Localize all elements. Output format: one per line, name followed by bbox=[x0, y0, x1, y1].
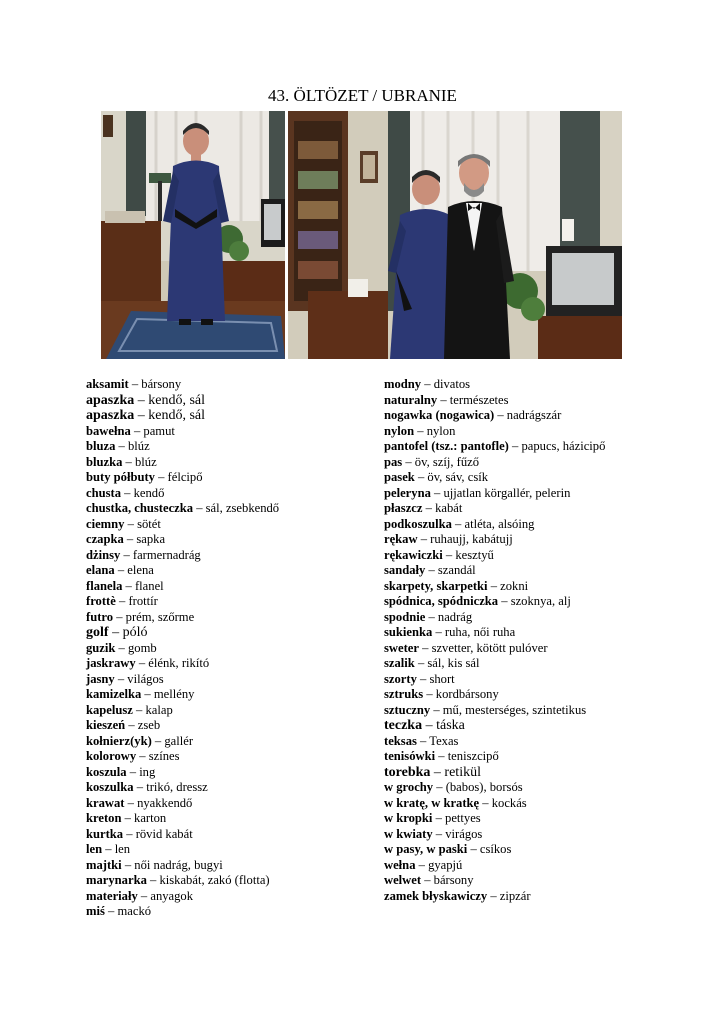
dash-separator: – bbox=[425, 609, 438, 624]
polish-term: ciemny bbox=[86, 516, 125, 531]
dash-separator: – bbox=[430, 764, 445, 780]
vocabulary-entry bbox=[384, 563, 684, 579]
vocabulary-entry bbox=[86, 796, 366, 812]
vocabulary-entry bbox=[86, 486, 366, 502]
hungarian-translation: (babos), borsós bbox=[445, 780, 523, 794]
dash-separator: – bbox=[136, 749, 149, 763]
polish-term: bluza bbox=[86, 439, 116, 453]
vocabulary-entry bbox=[86, 470, 366, 486]
dash-separator: – bbox=[421, 377, 434, 391]
hungarian-translation: sál, zsebkendő bbox=[205, 501, 280, 515]
dash-separator: – bbox=[417, 532, 431, 546]
vocabulary-entry bbox=[384, 842, 684, 858]
hungarian-translation: short bbox=[429, 671, 455, 686]
dash-separator: – bbox=[126, 764, 140, 779]
dash-separator: – bbox=[432, 826, 446, 841]
dash-separator: – bbox=[418, 640, 432, 655]
polish-term: teczka bbox=[384, 718, 423, 733]
polish-term: elana bbox=[86, 563, 115, 577]
vocabulary-entry bbox=[384, 424, 684, 440]
polish-term: futro bbox=[86, 609, 114, 624]
polish-term: pantofel (tsz.: pantofle) bbox=[384, 439, 509, 453]
hungarian-translation: gyapjú bbox=[428, 857, 463, 872]
hungarian-translation: prém, szőrme bbox=[125, 609, 195, 624]
polish-term: kamizelka bbox=[86, 687, 142, 701]
polish-term: koszulka bbox=[86, 780, 134, 794]
hungarian-translation: papucs, házicipő bbox=[521, 439, 606, 453]
polish-term: wełna bbox=[384, 857, 416, 872]
vocabulary-entry bbox=[86, 439, 366, 455]
vocabulary-entry bbox=[384, 532, 684, 548]
dash-separator: – bbox=[416, 733, 430, 748]
polish-term: sztruks bbox=[384, 687, 424, 701]
polish-term: czapka bbox=[86, 532, 124, 546]
vocabulary-entry bbox=[86, 811, 366, 827]
hungarian-translation: ing bbox=[139, 764, 156, 779]
vocabulary-entry bbox=[86, 904, 366, 920]
hungarian-translation: pettyes bbox=[445, 811, 481, 825]
vocabulary-entry bbox=[384, 470, 684, 486]
polish-term: w kropki bbox=[384, 811, 433, 825]
dash-separator: – bbox=[154, 470, 168, 484]
polish-term: podkoszulka bbox=[384, 516, 452, 531]
hungarian-translation: nadrágszár bbox=[506, 408, 562, 422]
dash-separator: – bbox=[125, 718, 138, 732]
hungarian-translation: zipzár bbox=[499, 888, 531, 903]
hungarian-translation: gomb bbox=[128, 640, 157, 655]
hungarian-translation: nylon bbox=[426, 423, 456, 438]
polish-term: materiały bbox=[86, 888, 138, 903]
dash-separator: – bbox=[467, 842, 480, 856]
polish-term: peleryna bbox=[384, 485, 431, 500]
hungarian-translation: teniszcipő bbox=[447, 749, 499, 763]
dash-separator: – bbox=[414, 656, 428, 670]
hungarian-translation: kordbársony bbox=[435, 687, 499, 701]
dash-separator: – bbox=[137, 888, 151, 903]
vocabulary-entry bbox=[86, 563, 366, 579]
polish-term: kołnierz(yk) bbox=[86, 733, 152, 748]
vocabulary-entry bbox=[384, 641, 684, 657]
hungarian-translation: len bbox=[114, 842, 131, 856]
dash-separator: – bbox=[193, 501, 206, 515]
hungarian-translation: farmernadrág bbox=[132, 547, 201, 562]
dash-separator: – bbox=[134, 392, 149, 408]
polish-term: w kwiaty bbox=[384, 826, 433, 841]
photo-woman-in-dress bbox=[101, 111, 285, 359]
dash-separator: – bbox=[133, 780, 147, 794]
vocabulary-entry bbox=[86, 579, 366, 595]
vocabulary-entry bbox=[384, 718, 684, 734]
dash-separator: – bbox=[414, 470, 428, 484]
hungarian-translation: gallér bbox=[164, 733, 194, 748]
hungarian-translation: csíkos bbox=[479, 842, 512, 856]
polish-term: pas bbox=[384, 454, 403, 469]
polish-term: majtki bbox=[86, 857, 122, 872]
hungarian-translation: atléta, alsóing bbox=[464, 516, 535, 531]
dash-separator: – bbox=[123, 532, 137, 546]
hungarian-translation: flanel bbox=[134, 578, 164, 593]
dash-separator: – bbox=[113, 609, 126, 624]
polish-term: płaszcz bbox=[384, 501, 423, 515]
vocabulary-entry bbox=[86, 532, 366, 548]
vocabulary-entry bbox=[86, 408, 366, 424]
hungarian-translation: kalap bbox=[145, 702, 173, 717]
hungarian-translation: póló bbox=[122, 625, 148, 640]
polish-term: w kratę, w kratkę bbox=[384, 795, 480, 810]
dash-separator: – bbox=[432, 811, 446, 825]
dash-separator: – bbox=[135, 656, 149, 670]
vocabulary-entry bbox=[384, 517, 684, 533]
dash-separator: – bbox=[451, 516, 465, 531]
polish-term: dżinsy bbox=[86, 547, 121, 562]
photo-couple-formal bbox=[288, 111, 622, 359]
vocabulary-entry bbox=[86, 548, 366, 564]
dash-separator: – bbox=[124, 516, 138, 531]
dash-separator: – bbox=[425, 563, 438, 577]
hungarian-translation: szoknya, alj bbox=[510, 594, 571, 608]
dash-separator: – bbox=[430, 702, 443, 717]
dash-separator: – bbox=[134, 408, 149, 423]
vocabulary-entry bbox=[384, 873, 684, 889]
dash-separator: – bbox=[132, 702, 146, 717]
polish-term: kreton bbox=[86, 811, 122, 825]
vocabulary-column-right bbox=[384, 377, 684, 904]
dash-separator: – bbox=[151, 733, 165, 748]
polish-term: guzik bbox=[86, 640, 116, 655]
hungarian-translation: bársony bbox=[141, 377, 182, 391]
polish-term: sweter bbox=[384, 640, 419, 655]
polish-term: chustka, chusteczka bbox=[86, 501, 194, 515]
hungarian-translation: világos bbox=[127, 671, 164, 686]
hungarian-translation: élénk, rikító bbox=[148, 656, 210, 670]
polish-term: pasek bbox=[384, 470, 415, 484]
dash-separator: – bbox=[508, 439, 522, 453]
dash-separator: – bbox=[487, 888, 500, 903]
vocabulary-entry bbox=[86, 656, 366, 672]
hungarian-translation: blúz bbox=[135, 454, 157, 469]
dash-separator: – bbox=[479, 795, 492, 810]
polish-term: apaszka bbox=[86, 408, 135, 423]
polish-term: welwet bbox=[384, 873, 422, 887]
hungarian-translation: anyagok bbox=[150, 888, 194, 903]
vocabulary-entry bbox=[86, 780, 366, 796]
polish-term: len bbox=[86, 842, 103, 856]
hungarian-translation: öv, sáv, csík bbox=[427, 470, 489, 484]
vocabulary-entry bbox=[384, 687, 684, 703]
polish-term: rękaw bbox=[384, 532, 418, 546]
polish-term: krawat bbox=[86, 795, 125, 810]
dash-separator: – bbox=[422, 501, 436, 515]
vocabulary-entry bbox=[384, 439, 684, 455]
polish-term: w grochy bbox=[384, 780, 434, 794]
vocabulary-entry bbox=[86, 827, 366, 843]
vocabulary-entry bbox=[384, 579, 684, 595]
dash-separator: – bbox=[130, 423, 144, 438]
dash-separator: – bbox=[114, 671, 128, 686]
vocabulary-entry bbox=[86, 393, 366, 409]
page-title: 43. ÖLTÖZET / UBRANIE bbox=[268, 86, 457, 105]
polish-term: sandały bbox=[384, 563, 426, 577]
dash-separator: – bbox=[437, 392, 450, 407]
hungarian-translation: rövid kabát bbox=[135, 826, 193, 841]
hungarian-translation: női nadrág, bugyi bbox=[134, 857, 223, 872]
dash-separator: – bbox=[430, 485, 444, 500]
hungarian-translation: ruhaujj, kabátujj bbox=[430, 532, 513, 546]
hungarian-translation: kendő bbox=[133, 485, 165, 500]
hungarian-translation: táska bbox=[436, 718, 465, 733]
dash-separator: – bbox=[121, 857, 135, 872]
polish-term: zamek błyskawiczy bbox=[384, 888, 488, 903]
vocabulary-entry bbox=[86, 625, 366, 641]
vocabulary-entry bbox=[384, 858, 684, 874]
vocabulary-entry bbox=[384, 501, 684, 517]
vocabulary-entry bbox=[384, 796, 684, 812]
vocabulary-entry bbox=[384, 811, 684, 827]
dash-separator: – bbox=[124, 795, 138, 810]
polish-term: miś bbox=[86, 904, 105, 918]
vocabulary-entry bbox=[86, 842, 366, 858]
vocabulary-entry bbox=[384, 703, 684, 719]
polish-term: kurtka bbox=[86, 826, 124, 841]
vocabulary-entry bbox=[384, 377, 684, 393]
vocabulary-entry bbox=[86, 672, 366, 688]
vocabulary-entry bbox=[86, 501, 366, 517]
dash-separator: – bbox=[421, 873, 434, 887]
polish-term: teksas bbox=[384, 733, 417, 748]
polish-term: jaskrawy bbox=[86, 656, 136, 670]
polish-term: jasny bbox=[86, 671, 115, 686]
vocabulary-entry bbox=[384, 765, 684, 781]
dash-separator: – bbox=[433, 780, 446, 794]
dash-separator: – bbox=[146, 873, 160, 887]
vocabulary-entry bbox=[384, 889, 684, 905]
dash-separator: – bbox=[422, 718, 437, 733]
polish-term: rękawiczki bbox=[384, 547, 443, 562]
hungarian-translation: kockás bbox=[491, 795, 527, 810]
hungarian-translation: retikül bbox=[444, 764, 481, 780]
dash-separator: – bbox=[402, 454, 415, 469]
polish-term: w pasy, w paski bbox=[384, 842, 468, 856]
hungarian-translation: virágos bbox=[445, 826, 483, 841]
vocabulary-entry bbox=[384, 780, 684, 796]
hungarian-translation: öv, szíj, fűző bbox=[414, 454, 480, 469]
vocabulary-entry bbox=[384, 625, 684, 641]
dash-separator: – bbox=[115, 594, 129, 608]
hungarian-translation: szvetter, kötött pulóver bbox=[431, 640, 548, 655]
vocabulary-entry bbox=[86, 610, 366, 626]
hungarian-translation: sál, kis sál bbox=[427, 656, 480, 670]
dash-separator: – bbox=[108, 625, 123, 640]
dash-separator: – bbox=[423, 687, 436, 701]
hungarian-translation: karton bbox=[134, 811, 167, 825]
vocabulary-entry bbox=[384, 486, 684, 502]
vocabulary-entry bbox=[384, 656, 684, 672]
vocabulary-entry bbox=[384, 749, 684, 765]
polish-term: sztuczny bbox=[384, 702, 431, 717]
vocabulary-entry bbox=[86, 749, 366, 765]
vocabulary-entry bbox=[384, 672, 684, 688]
dash-separator: – bbox=[141, 687, 154, 701]
vocabulary-entry bbox=[384, 393, 684, 409]
polish-term: kieszeń bbox=[86, 718, 126, 732]
hungarian-translation: kiskabát, zakó (flotta) bbox=[159, 873, 270, 887]
polish-term: tenisówki bbox=[384, 749, 436, 763]
dash-separator: – bbox=[415, 857, 429, 872]
hungarian-translation: mackó bbox=[117, 904, 152, 918]
dash-separator: – bbox=[114, 563, 128, 577]
dash-separator: – bbox=[104, 904, 118, 918]
hungarian-translation: színes bbox=[148, 749, 180, 763]
hungarian-translation: ujjatlan körgallér, pelerin bbox=[443, 485, 571, 500]
polish-term: golf bbox=[86, 625, 109, 640]
polish-term: marynarka bbox=[86, 873, 147, 887]
vocabulary-entry bbox=[384, 548, 684, 564]
polish-term: buty półbuty bbox=[86, 470, 155, 484]
polish-term: bawełna bbox=[86, 423, 131, 438]
vocabulary-entry bbox=[86, 718, 366, 734]
polish-term: kapelusz bbox=[86, 702, 133, 717]
dash-separator: – bbox=[435, 749, 448, 763]
polish-term: flanela bbox=[86, 578, 123, 593]
vocabulary-entry bbox=[86, 594, 366, 610]
vocabulary-entry bbox=[384, 455, 684, 471]
dash-separator: – bbox=[115, 640, 128, 655]
vocabulary-entry bbox=[86, 641, 366, 657]
hungarian-translation: bársony bbox=[433, 873, 474, 887]
hungarian-translation: félcipő bbox=[167, 470, 203, 484]
polish-term: modny bbox=[384, 377, 422, 391]
hungarian-translation: sapka bbox=[136, 532, 166, 546]
polish-term: koszula bbox=[86, 764, 127, 779]
hungarian-translation: nadrág bbox=[437, 609, 473, 624]
hungarian-translation: kabát bbox=[435, 501, 463, 515]
dash-separator: – bbox=[432, 625, 445, 639]
hungarian-translation: frottír bbox=[128, 594, 158, 608]
hungarian-translation: mű, mesterséges, szintetikus bbox=[442, 702, 587, 717]
hungarian-translation: mellény bbox=[153, 687, 195, 701]
polish-term: frottè bbox=[86, 594, 116, 608]
polish-term: nylon bbox=[384, 423, 415, 438]
dash-separator: – bbox=[123, 826, 136, 841]
polish-term: naturalny bbox=[384, 392, 438, 407]
vocabulary-column-left bbox=[86, 377, 366, 920]
dash-separator: – bbox=[494, 408, 507, 422]
polish-term: spódnica, spódniczka bbox=[384, 594, 499, 608]
vocabulary-entry bbox=[86, 517, 366, 533]
vocabulary-entry bbox=[384, 408, 684, 424]
dash-separator: – bbox=[121, 811, 135, 825]
vocabulary-entry bbox=[384, 734, 684, 750]
vocabulary-entry bbox=[86, 424, 366, 440]
dash-separator: – bbox=[120, 547, 133, 562]
hungarian-translation: zseb bbox=[137, 718, 161, 732]
hungarian-translation: kendő, sál bbox=[148, 392, 205, 408]
hungarian-translation: sötét bbox=[137, 516, 161, 531]
polish-term: skarpety, skarpetki bbox=[384, 578, 488, 593]
vocabulary-entry bbox=[384, 594, 684, 610]
polish-term: szorty bbox=[384, 671, 417, 686]
vocabulary-entry bbox=[384, 827, 684, 843]
polish-term: aksamit bbox=[86, 377, 129, 391]
dash-separator: – bbox=[115, 439, 128, 453]
vocabulary-entry bbox=[86, 889, 366, 905]
hungarian-translation: elena bbox=[127, 563, 154, 577]
hungarian-translation: szandál bbox=[437, 563, 476, 577]
dash-separator: – bbox=[121, 485, 134, 500]
hungarian-translation: trikó, dressz bbox=[146, 780, 208, 794]
dash-separator: – bbox=[416, 671, 430, 686]
dash-separator: – bbox=[128, 377, 142, 391]
vocabulary-entry bbox=[86, 703, 366, 719]
polish-term: sukienka bbox=[384, 625, 433, 639]
polish-term: bluzka bbox=[86, 454, 123, 469]
hungarian-translation: zokni bbox=[500, 578, 529, 593]
dash-separator: – bbox=[487, 578, 501, 593]
dash-separator: – bbox=[122, 454, 135, 469]
hungarian-translation: kesztyű bbox=[455, 547, 494, 562]
dash-separator: – bbox=[102, 842, 115, 856]
vocabulary-entry bbox=[86, 377, 366, 393]
dash-separator: – bbox=[442, 547, 456, 562]
polish-term: szalik bbox=[384, 656, 415, 670]
polish-term: torebka bbox=[384, 764, 431, 780]
vocabulary-entry bbox=[86, 858, 366, 874]
hungarian-translation: blúz bbox=[128, 439, 150, 453]
dash-separator: – bbox=[414, 423, 427, 438]
hungarian-translation: ruha, női ruha bbox=[444, 625, 516, 639]
vocabulary-entry bbox=[86, 455, 366, 471]
hungarian-translation: természetes bbox=[449, 392, 509, 407]
polish-term: apaszka bbox=[86, 392, 135, 408]
polish-term: kolorowy bbox=[86, 749, 137, 763]
vocabulary-entry bbox=[384, 610, 684, 626]
hungarian-translation: nyakkendő bbox=[137, 795, 193, 810]
polish-term: chusta bbox=[86, 485, 121, 500]
hungarian-translation: Texas bbox=[429, 733, 459, 748]
hungarian-translation: divatos bbox=[433, 377, 471, 391]
hungarian-translation: kendő, sál bbox=[148, 408, 205, 423]
dash-separator: – bbox=[498, 594, 511, 608]
vocabulary-entry bbox=[86, 734, 366, 750]
polish-term: spodnie bbox=[384, 609, 426, 624]
polish-term: nogawka (nogawica) bbox=[384, 408, 495, 422]
vocabulary-entry bbox=[86, 687, 366, 703]
dash-separator: – bbox=[122, 578, 135, 593]
vocabulary-entry bbox=[86, 765, 366, 781]
vocabulary-entry bbox=[86, 873, 366, 889]
hungarian-translation: pamut bbox=[143, 423, 175, 438]
